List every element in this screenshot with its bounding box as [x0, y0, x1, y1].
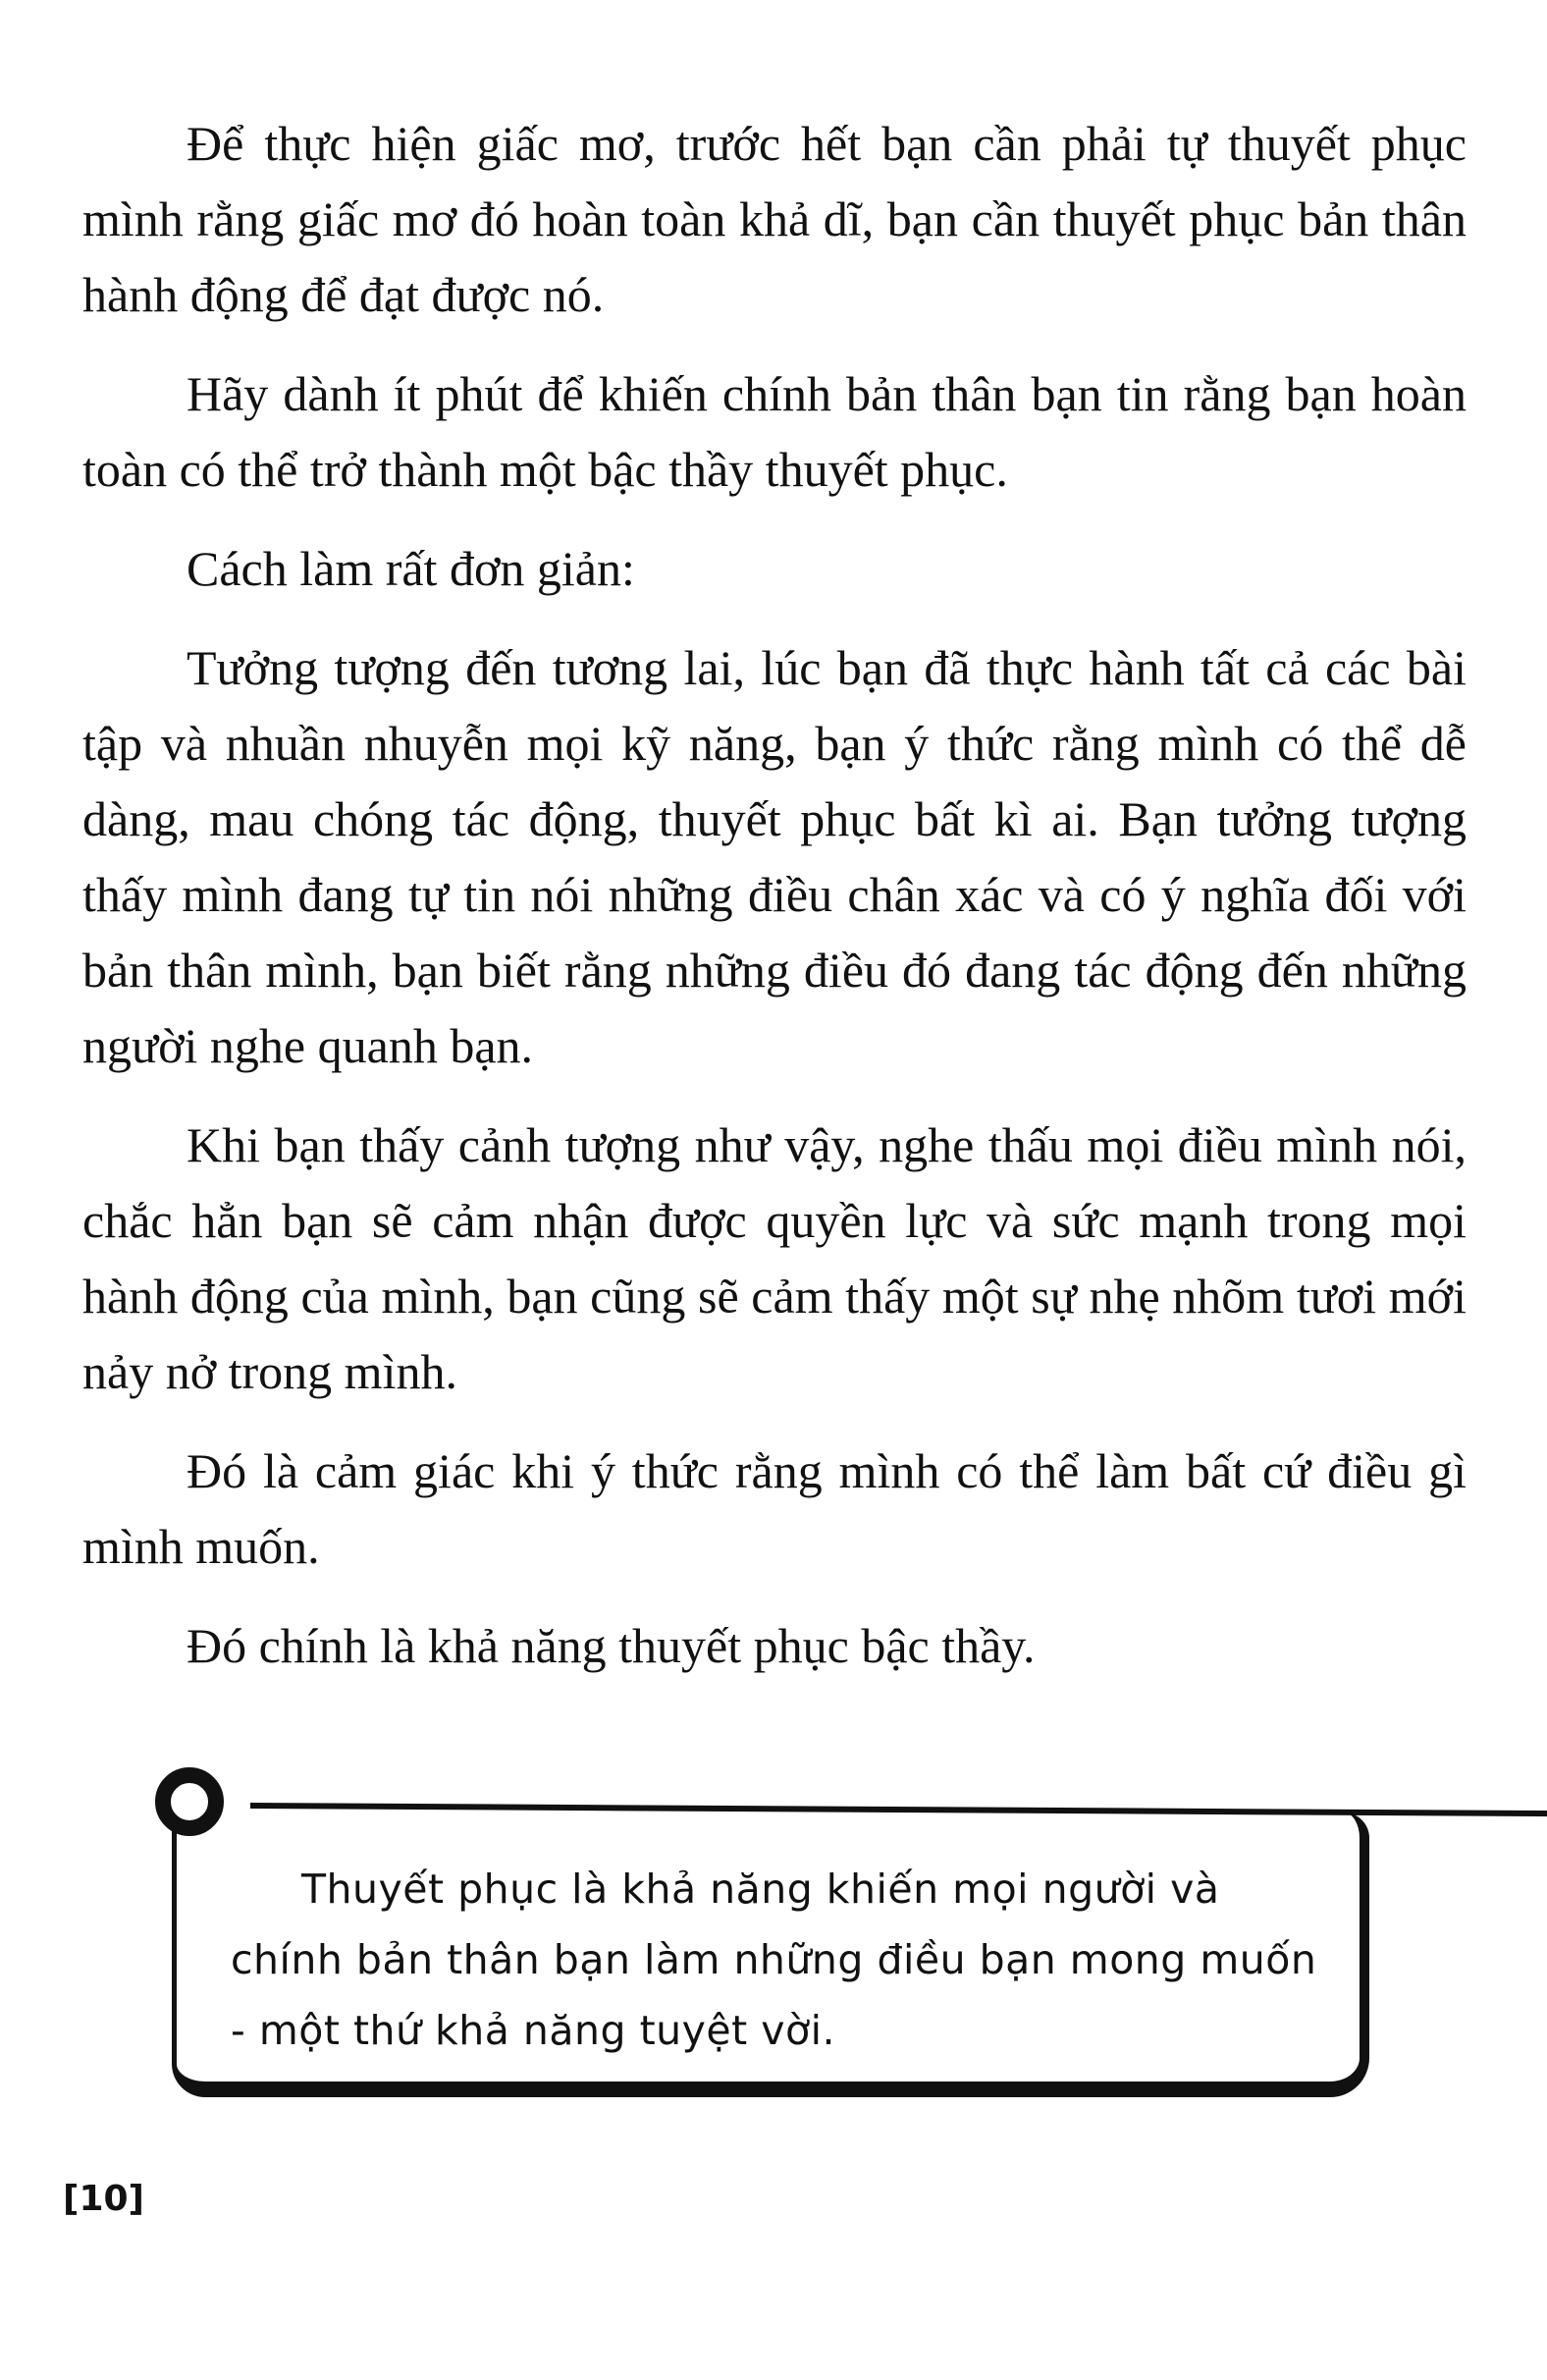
paragraph-2: Hãy dành ít phút để khiến chính bản thân bạn tin rằng bạn hoàn toàn có thể trở thành một bậc thầy thuyết phục.: [82, 366, 1467, 497]
callout-text: [231, 1854, 1340, 2066]
callout-box: [172, 1775, 1389, 2109]
callout-text-content: Thuyết phục là khả năng khiến mọi người và chính bản thân bạn làm những điều bạn mong muốn - một thứ khả năng tuyệt vời.: [231, 1866, 1317, 2054]
paragraph-3: Cách làm rất đơn giản:: [187, 541, 635, 596]
callout-frame: [172, 1812, 1369, 2097]
paragraph-4: Tưởng tượng đến tương lai, lúc bạn đã thực hành tất cả các bài tập và nhuần nhuyễn mọi kỹ năng, bạn ý thức rằng mình có thể dễ dàng, mau chóng tác động, thuyết phục bất kì ai. Bạn tưởng tượng thấy mình đang tự tin nói những điều chân xác và có ý nghĩa đối với bản thân mình, bạn biết rằng những điều đó đang tác động đến những người nghe quanh bạn.: [82, 640, 1467, 1073]
page-number: [10]: [63, 2179, 145, 2219]
paragraph-7: Đó chính là khả năng thuyết phục bậc thầy.: [187, 1618, 1036, 1673]
paragraph-1: Để thực hiện giấc mơ, trước hết bạn cần phải tự thuyết phục mình rằng giấc mơ đó hoàn toàn khả dĩ, bạn cần thuyết phục bản thân hành động để đạt được nó.: [82, 116, 1467, 322]
body-text: [82, 106, 1467, 1707]
paragraph-5: Khi bạn thấy cảnh tượng như vậy, nghe thấu mọi điều mình nói, chắc hẳn bạn sẽ cảm nhận được quyền lực và sức mạnh trong mọi hành động của mình, bạn cũng sẽ cảm thấy một sự nhẹ nhõm tươi mới nảy nở trong mình.: [82, 1117, 1467, 1399]
callout-ring-icon: [155, 1767, 224, 1836]
paragraph-6: Đó là cảm giác khi ý thức rằng mình có thể làm bất cứ điều gì mình muốn.: [82, 1443, 1467, 1574]
